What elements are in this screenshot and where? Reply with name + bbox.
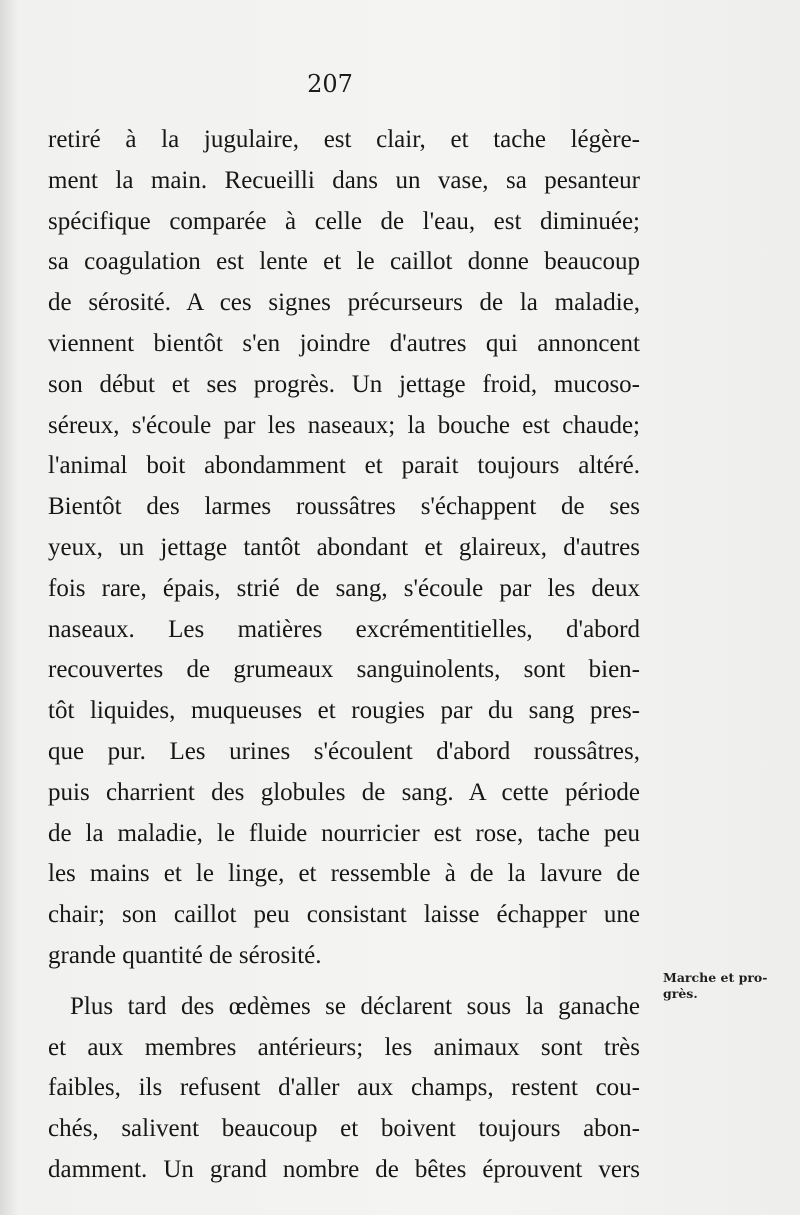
margin-note-line: Marche et pro- <box>663 970 768 985</box>
text-line: faibles, ils refusent d'aller aux champs, restent cou- <box>48 1074 640 1102</box>
page-number: 207 <box>307 70 353 98</box>
paragraph-1 <box>48 120 640 977</box>
text-line: retiré à la jugulaire, est clair, et tache légère- <box>48 126 640 153</box>
text-line: séreux, s'écoule par les naseaux; la bouche est chaude; <box>48 411 640 439</box>
text-line: Bientôt des larmes roussâtres s'échappent de ses <box>48 493 640 521</box>
text-line: les mains et le linge, et ressemble à de la lavure de <box>48 860 640 888</box>
text-line: recouvertes de grumeaux sanguinolents, sont bien- <box>48 656 640 684</box>
text-line: Plus tard des œdèmes se déclarent sous la ganache <box>70 992 640 1020</box>
text-line: fois rare, épais, strié de sang, s'écoule par les deux <box>48 574 640 602</box>
paragraph-2 <box>48 987 640 1191</box>
text-line: chair; son caillot peu consistant laisse échapper une <box>48 901 640 929</box>
paragraph-gap <box>48 977 640 987</box>
text-line: de sérosité. A ces signes précurseurs de la maladie, <box>48 289 640 317</box>
text-line: grande quantité de sérosité. <box>48 941 322 969</box>
text-line: puis charrient des globules de sang. A cette période <box>48 778 640 806</box>
text-line: de la maladie, le fluide nourricier est rose, tache peu <box>48 819 640 847</box>
text-line: son début et ses progrès. Un jettage froid, mucoso- <box>48 370 640 398</box>
margin-note <box>663 970 793 1002</box>
text-line: damment. Un grand nombre de bêtes éprouvent vers <box>48 1155 640 1183</box>
text-line: que pur. Les urines s'écoulent d'abord roussâtres, <box>48 737 640 765</box>
text-line: et aux membres antérieurs; les animaux sont très <box>48 1033 640 1061</box>
text-line: ment la main. Recueilli dans un vase, sa pesanteur <box>48 166 640 194</box>
text-line: viennent bientôt s'en joindre d'autres qui annoncent <box>48 329 640 357</box>
text-line: spécifique comparée à celle de l'eau, est diminuée; <box>48 207 640 235</box>
text-line: sa coagulation est lente et le caillot donne beaucoup <box>48 248 640 276</box>
text-line: chés, salivent beaucoup et boivent toujours abon- <box>48 1115 640 1143</box>
text-line: yeux, un jettage tantôt abondant et glaireux, d'autres <box>48 533 640 561</box>
text-line: l'animal boit abondamment et parait toujours altéré. <box>48 452 640 480</box>
text-line: naseaux. Les matières excrémentitielles, d'abord <box>48 615 640 643</box>
margin-note-line: grès. <box>663 986 698 1001</box>
body-text <box>48 120 640 1191</box>
text-line: tôt liquides, muqueuses et rougies par du sang pres- <box>48 697 640 725</box>
